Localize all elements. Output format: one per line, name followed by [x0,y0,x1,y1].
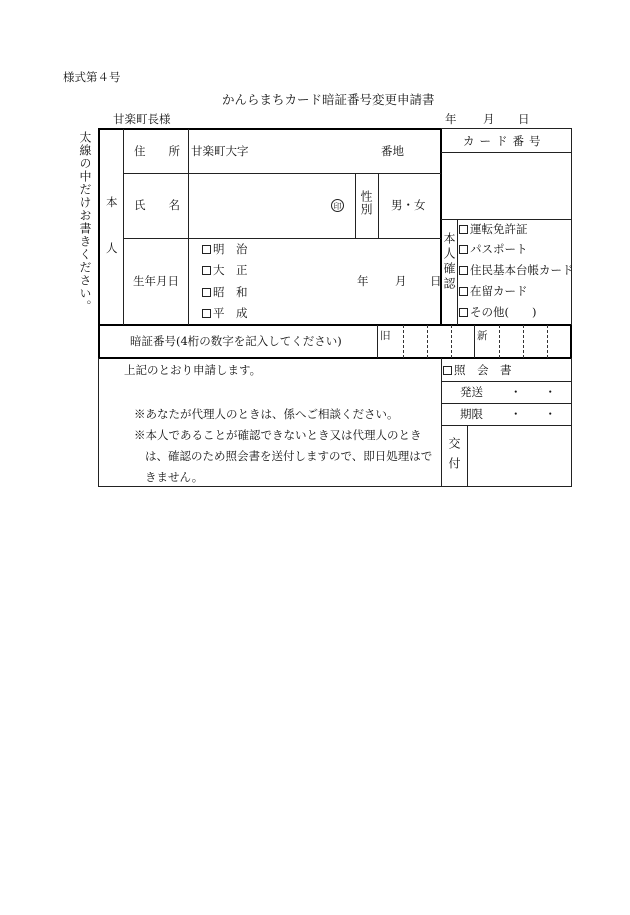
addressee: 甘楽町長様 [113,112,171,126]
identity-option[interactable]: 住民基本台帳カード [459,265,574,277]
address-suffix: 番地 [381,144,404,158]
pin-label: 暗証番号(4桁の数字を記入してください) [130,334,342,348]
application-statement: 上記のとおり申請します。 [124,363,262,377]
card-number-field[interactable] [442,153,571,219]
seal-mark: 印 [331,199,344,212]
date-year-label: 年 [445,112,457,126]
deadline-label: 期限 [460,407,483,421]
deadline-date-dots: ・ ・ [510,407,556,421]
checkbox-icon [202,245,211,254]
inquiry-option[interactable]: 照 会 書 [443,365,512,377]
checkbox-icon [459,266,468,275]
sent-label: 発送 [460,385,483,399]
era-option[interactable]: 明 治 [202,244,248,256]
identity-option[interactable]: その他( ) [459,307,536,319]
birth-year-label: 年 [357,274,369,288]
pin-new-label: 新 [477,330,488,342]
gender-label: 性別 [359,190,373,216]
date-day-label: 日 [518,112,530,126]
note-line-1: ※あなたが代理人のときは、係へご相談ください。 [134,407,399,421]
address-label: 住 所 [134,144,180,158]
identity-option[interactable]: パスポート [459,244,528,256]
note-line-3: は、確認のため照会書を送付しますので、即日処理はで [145,449,433,463]
identity-check-label: 本人確認 [442,232,456,292]
name-label: 氏 名 [134,198,180,212]
birth-day-label: 日 [430,274,442,288]
checkbox-icon [202,288,211,297]
side-note: 太線の中だけお書きください。 [78,131,92,313]
gender-options: 男・女 [391,198,426,212]
address-prefix: 甘楽町大字 [191,144,249,158]
era-option[interactable]: 平 成 [202,308,248,320]
checkbox-icon [459,287,468,296]
birthdate-label: 生年月日 [133,274,179,288]
applicant-label-hon: 本 [106,195,118,209]
card-number-label: カード番号 [463,134,546,148]
note-line-2: ※本人であることが確認できないとき又は代理人のとき [134,428,422,442]
form-number: 様式第４号 [63,70,121,84]
identity-option[interactable]: 在留カード [459,286,528,298]
applicant-label-nin: 人 [106,241,118,255]
date-month-label: 月 [483,112,495,126]
era-option[interactable]: 昭 和 [202,287,248,299]
checkbox-icon [459,225,468,234]
form-title: かんらまちカード暗証番号変更申請書 [222,92,435,107]
sent-date-dots: ・ ・ [510,385,556,399]
pin-old-label: 旧 [380,330,391,342]
delivery-label: 交付 [447,437,461,477]
birth-month-label: 月 [395,274,407,288]
identity-option[interactable]: 運転免許証 [459,224,528,236]
checkbox-icon [202,266,211,275]
checkbox-icon [443,366,452,375]
note-line-4: きません。 [145,470,204,484]
checkbox-icon [459,308,468,317]
new-pin-field[interactable] [476,326,570,357]
checkbox-icon [459,245,468,254]
checkbox-icon [202,309,211,318]
old-pin-field[interactable] [379,326,474,357]
era-option[interactable]: 大 正 [202,265,248,277]
